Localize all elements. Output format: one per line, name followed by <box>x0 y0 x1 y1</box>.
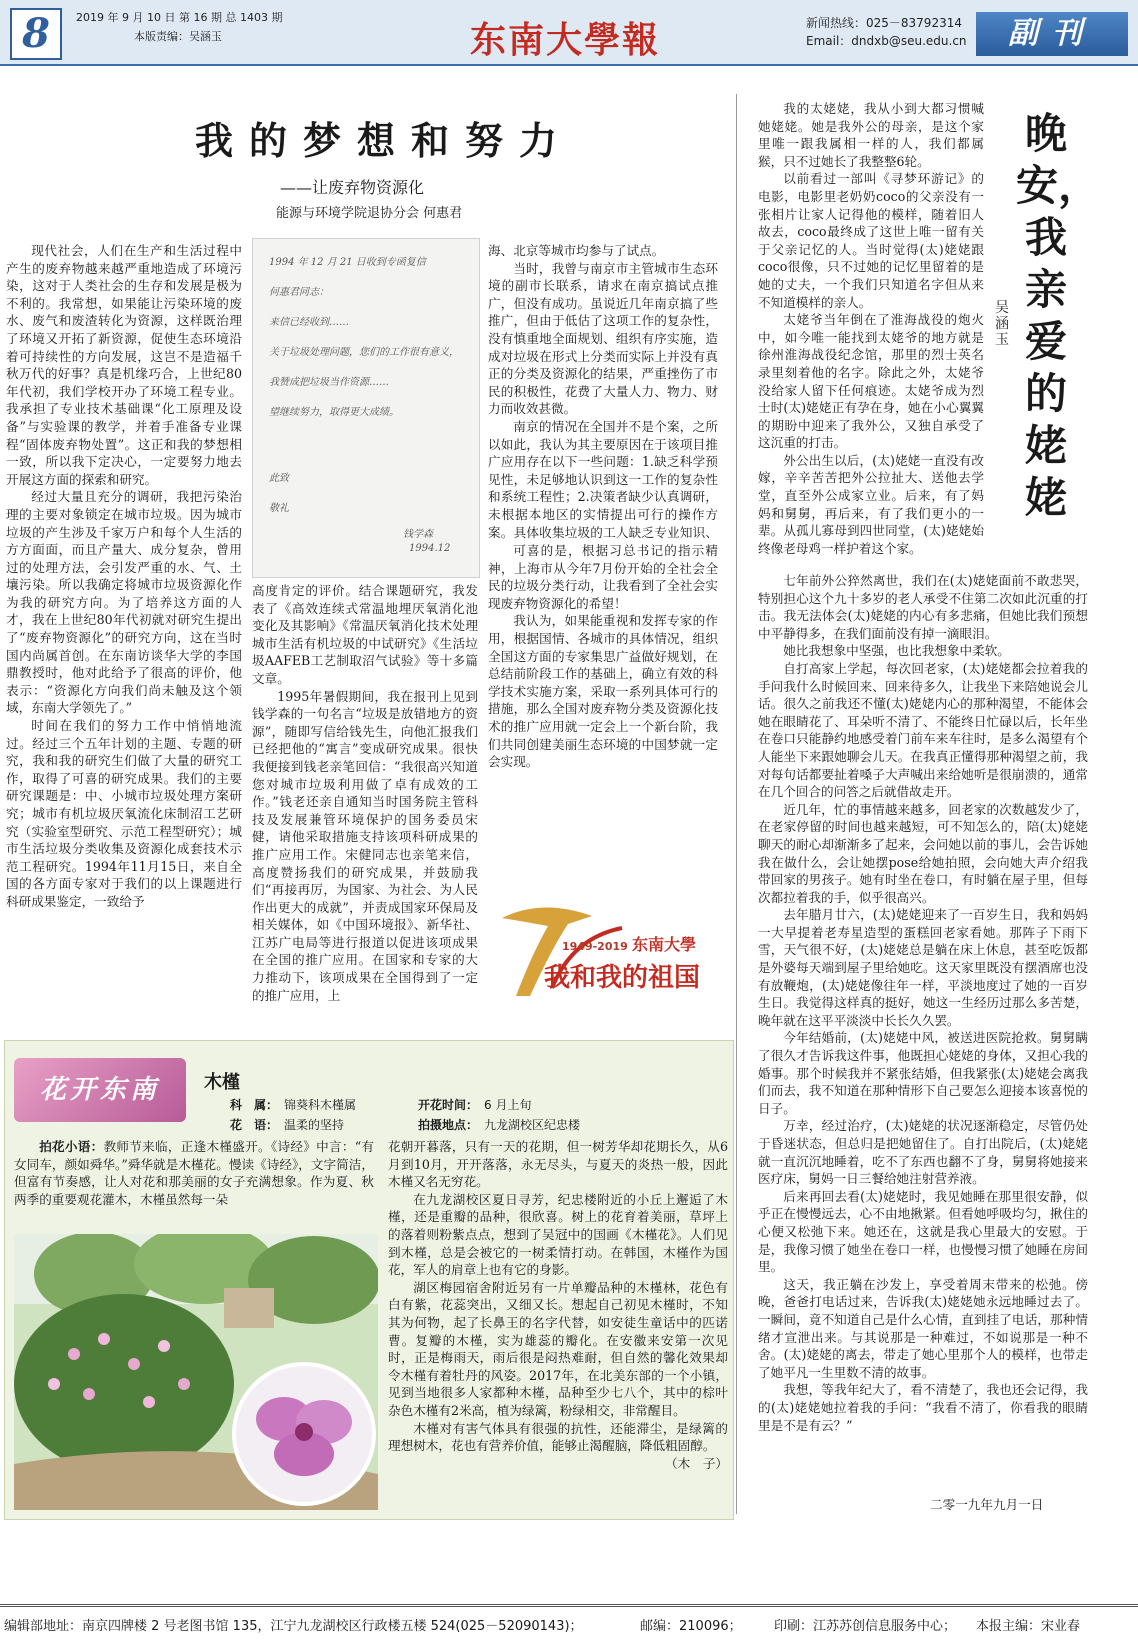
letter-line: 此致 <box>269 473 289 484</box>
paragraph: 现代社会，人们在生产和生活过程中产生的废弃物越来越严重地造成了环境污染，这对于人类社会的生存和发展是极为不利的。我常想，如果能让污染环境的废水、废气和废渣转化为资源，这样既治理了环境又开拓了新资源，促使生态环境沿着可持续性的方向发展，这岂不是造福千秋万代的好事？真是机缘巧合，上世纪80年代初，我们学校开办了环境工程专业。我承担了专业技术基础课“化工原理及设备”与实验课的教学，并着手准备专业课程“固体废弃物处置”。这正和我的梦想相一致，所以我下定决心，一定要努力地去开展这方面的探索和研究。 <box>6 243 242 487</box>
paragraph: 南京的情况在全国并不是个案，之所以如此，我认为其主要原因在于该项目推广应用存在以下一些问题：1.缺乏科学预见性，未足够地认识到这一工作的复杂性和系统工程性；2.决策者缺少认真调研，未根据本地区的实情提出可行的操作方案。具体收集垃圾的工人缺乏专业知识、 <box>488 418 718 540</box>
paragraph: 以前看过一部叫《寻梦环游记》的电影，电影里老奶奶coco的父亲没有一张相片让家人记得他的模样，随着旧人故去，coco最终成了这世上唯一留有关于父亲记忆的人。当时觉得(太)姥姥跟coco很像，只不过她的记忆里留着的是她的丈夫，一个我们只知道名字但从来不知道模样的亲人。 <box>758 171 984 310</box>
page-editor: 本版责编：吴涵玉 <box>134 30 222 43</box>
newspaper-logo: 东南大學報 <box>470 19 661 61</box>
paragraph: 高度肯定的评价。结合课题研究，我发表了《高效连续式常温地埋厌氧消化池变化及其影响》《常温厌氧消化技术处理城市生活有机垃圾的中试研究》《生活垃圾AAFEB工艺制取沼气试验》等十多篇文章。 <box>252 583 478 686</box>
paragraph: 我认为，如果能重视和发挥专家的作用，根据国情、各城市的具体情况，组织全国这方面的专家集思广益做好规划，在总结前阶段工作的基础上，确立有效的科学技术实施方案，采取一系列具体可行的措施，那么全国对废弃物分类及资源化技术的推广应用就一定会上一个新台阶，我们共同创建美丽生态环境的中国梦就一定会实现。 <box>488 613 718 770</box>
letter-line: 敬礼 <box>269 503 289 514</box>
letter-line: 望继续努力，取得更大成绩。 <box>269 407 399 418</box>
total-issue: 总 1403 期 <box>225 11 283 24</box>
letter-signature: 钱学森 <box>403 529 433 540</box>
flower-author: （木 子） <box>665 1455 728 1471</box>
chief-editor: 本报主编：宋业春 <box>976 1619 1081 1634</box>
paragraph: 经过大量且充分的调研，我把污染治理的主要对象锁定在城市垃圾。因为城市垃圾的产生涉及千家万户和每个人生活的方方面面，而且产量大、成分复杂，曾用过的处理方法，会引发严重的水、气、土壤污染。所以我确定将城市垃圾资源化作为我的研究方向。为了培养这方面的人才，我在上世纪80年代初就对研究生提出了“废弃物资源化”的研究方向，这在当时国内尚属首创。在东南访谈华大学的李国鼎教授时，他对此给予了很高的评价，他表示：“资源化方向我们尚未触及这个领域，东南大学领先了。” <box>6 489 242 716</box>
right-article-column-2 <box>758 572 1088 1492</box>
paragraph: 七年前外公猝然离世，我们在(太)姥姥面前不敢悲哭，特别担心这个九十多岁的老人承受不住第二次如此沉重的打击。我无法体会(太)姥姥的内心有多悲痛，但她比我们预想中平静得多，在我们面前没有掉一滴眼泪。 <box>758 573 1088 641</box>
article-column-3-continued <box>488 542 718 872</box>
paragraph: 这天，我正躺在沙发上，享受着周末带来的松弛。傍晚，爸爸打电话过来，告诉我(太)姥姥她永远地睡过去了。一瞬间，竟不知道自己是什么心情，直到挂了电话，那种情绪才宣泄出来。与其说那是一种难过，不如说那是一种不舍。(太)姥姥的离去，带走了她心里那个人的模样，也带走了她平凡一生里数不清的故事。 <box>758 1276 1088 1380</box>
section-badge: 副刊 <box>976 12 1128 56</box>
paragraph: 花朝开暮落，只有一天的花期，但一树芳华却花期长久，从6月到10月，开开落落，永无尽头，与夏天的炎热一般，因此木槿又名无穷花。 <box>388 1139 728 1190</box>
right-article-title: 晚安，我亲爱的姥姥 <box>1016 109 1101 522</box>
handwritten-letter-image <box>252 238 480 578</box>
tip-label: 拍花小语： <box>39 1139 104 1154</box>
flower-family: 科 属： 锦葵科木槿属 <box>230 1098 357 1112</box>
letter-line: 我赞成把垃圾当作资源…… <box>269 377 389 388</box>
paragraph: 太姥爷当年倒在了淮海战役的炮火中，如今唯一能找到太姥爷的地方就是徐州淮海战役纪念馆，那里的烈士英名录里刻着他的名字。除此之外，太姥爷没给家人留下任何痕迹。太姥爷成为烈士时(太)姥姥正有孕在身，她在小心翼翼的期盼中迎来了我外公，又独自承受了这沉重的打击。 <box>758 312 984 451</box>
editorial-address: 编辑部地址：南京四牌楼 2 号老图书馆 135，江宁九龙湖校区行政楼五楼 524(025－52090143)； <box>4 1619 583 1634</box>
paragraph: 湖区梅园宿舍附近另有一片单瓣品种的木槿林，花色有白有紫，花蕊突出，又细又长。想起自己初见木槿时，不知其为何物，起了长鼻王的名字代替，如安徒生童话中的匹诺曹。复瓣的木槿，实为雄蕊的瓣化。在安徽来安第一次见时，正是梅雨天，雨后很是闷热难耐，但自然的馨化效果却令木槿有着牡丹的风姿。2017年，在北美东部的一个小镇，见到当地很多人家都种木槿，品种至少七八个，其中的棕叶杂色木槿有2米高，植为绿篱，粉绿相交，非常醒目。 <box>388 1279 728 1418</box>
paragraph: 自打高家上学起，每次回老家，(太)姥姥都会拉着我的手问我什么时候回来、回来待多久，让我坐下来陪她说会儿话。很久之前我还不懂(太)姥姥内心的那种渴望，不能体会她在眼睛花了、耳朵听不清了、不能终日忙碌以后，长年坐在卷口只能静约地感受着门前车来车往时，是多么渴望有个人能坐下来跟她聊会儿天。在我真正懂得那种渴望之前，我对每句话都要扯着嗓子大声喊出来给她听是很崩溃的，通常在几个回合的问答之后就借故走开。 <box>758 660 1088 800</box>
paragraph: 近几年，忙的事情越来越多，回老家的次数越发少了，在老家停留的时间也越来越短，可不知怎么的，陪(太)姥姥聊天的耐心却渐渐多了起来，会问她以前的事儿，会告诉她我在做什么，会让她摆pose给她拍照，会向她大声介绍我带回家的男孩子。她有时坐在卷口，有时躺在屋子里，但每次都拉着我的手，似乎很高兴。 <box>758 801 1088 905</box>
paragraph: 外公出生以后，(太)姥姥一直没有改嫁，辛辛苦苦把外公拉扯大、送他去学堂，直至外公成家立业。后来，有了妈妈和舅舅，再后来，有了我们更小的一辈。从孤儿寡母到四世同堂，(太)姥姥始终像老母鸡一样护着这个家。 <box>758 452 984 556</box>
article-title: 我的梦想和努力 <box>194 118 573 163</box>
anniversary-years: 1949-2019 <box>562 940 628 953</box>
postcode: 邮编：210096； <box>640 1619 742 1634</box>
right-article-column-1 <box>758 100 984 570</box>
letter-line: 关于垃圾处理问题，您们的工作很有意义， <box>269 347 459 358</box>
right-article-date: 二零一九年九月一日 <box>930 1497 1044 1512</box>
flower-tip <box>14 1138 374 1228</box>
paragraph: 去年腊月廿六，(太)姥姥迎来了一百岁生日，我和妈妈一大早提着老寿星造型的蛋糕回老家看她。那阵子下雨下雪，天气很不好，(太)姥姥总是躺在床上休息，甚至吃饭都是外婆每天端到屋子里给她吃。这天家里既没有摆酒席也没有放鞭炮，(太)姥姥像往年一样，平淡地度过了她的一百岁生日。我觉得这样真的挺好，她这一生经历过那么多苦楚，晚年就在这平平淡淡中长长久久罢。 <box>758 907 1088 1028</box>
paragraph: 木槿对有害气体具有很强的抗性，还能滞尘，是绿篱的理想树木，花也有营养价值，能够止渴醒脑，降低粗固醇。 （木 子） <box>388 1420 728 1471</box>
contact-email: Email：dndxb@seu.edu.cn <box>806 34 967 48</box>
paragraph: 她比我想象中坚强，也比我想象中柔软。 <box>783 643 1010 659</box>
footer <box>0 1604 1138 1640</box>
paragraph: 今年结婚前，(太)姥姥中风，被送进医院抢救。舅舅瞒了很久才告诉我这件事，他既担心姥姥的身体，又担心我的婚事。那个时候我并不紧张结婚，但我紧张(太)姥姥会离我们而去，我不知道在那种情形下自己要怎么迎接本该喜悦的日子。 <box>758 1030 1088 1116</box>
printer: 印刷：江苏苏创信息服务中心； <box>774 1619 957 1634</box>
paragraph: 后来再回去看(太)姥姥时，我见她睡在那里很安静，似乎正在慢慢远去，心不由地揪紧。但看她呼吸均匀，揪住的心便又松弛下来。她还在，这就是我心里最大的安慰。于是，我像习惯了她坐在卷口一样，也慢慢习惯了她睡在房间里。 <box>758 1188 1088 1275</box>
tip-text: 教师节来临，正逢木槿盛开。《诗经》中言：“有女同车，颜如舜华。”舜华就是木槿花。慢读《诗经》，文字简洁，但富有节奏感，让人对花和那美丽的女子充满想象。作为夏、秋两季的重要观花灌木，木槿虽然每一朵 <box>14 1139 374 1207</box>
letter-line: 来信已经收到…… <box>269 317 349 328</box>
flower-article-text <box>388 1138 728 1508</box>
anniversary-logo <box>482 888 718 1008</box>
anniversary-slogan: 我和我的祖国 <box>544 963 701 993</box>
column-divider <box>736 94 737 1514</box>
article-byline: 能源与环境学院退协分会 何惠君 <box>276 206 463 221</box>
letter-line: 何惠君同志： <box>269 287 329 298</box>
flower-photo-place: 拍摄地点： 九龙湖校区纪忠楼 <box>418 1118 581 1132</box>
letter-date: 1994.12 <box>409 543 451 554</box>
news-hotline: 新闻热线：025－83792314 <box>806 16 962 30</box>
dateline <box>76 10 282 26</box>
article-column-3 <box>488 242 718 542</box>
paragraph: 可喜的是，根据习总书记的指示精神，上海市从今年7月份开始的全社会全民的垃圾分类行动，让我看到了全社会实现废弃物资源化的希望！ <box>488 543 718 611</box>
issue-date: 2019 年 9 月 10 日 <box>76 11 176 24</box>
paragraph: 我想，等我年纪大了，看不清楚了，我也还会记得，我的(太)姥姥她拉着我的手问：“我看不清了，你看我的眼睛里是不是有云？” <box>758 1382 1088 1433</box>
article-subtitle: ——让废弃物资源化 <box>280 178 425 197</box>
right-article-author: 吴涵玉 <box>995 300 1009 348</box>
paragraph: 我的太姥姥，我从小到大都习惯喊她姥姥。她是我外公的母亲，是这个家里唯一跟我属相一样的人，我们都属猴，只不过她长了我整整6轮。 <box>758 101 984 169</box>
paragraph: 时间在我们的努力工作中悄悄地流过。经过三个五年计划的主题、专题的研究，我和我的研究生们做了大量的研究工作，取得了可喜的研究成果。我们的主要研究课题是：中、小城市垃圾处理方案研究；城市有机垃圾厌氧流化床制沼工艺研究（实验室型研究、示范工程型研究）；城市生活垃圾分类收集及资源化成套技术示范工程研究。1994年11月15日，来自全国的各方面专家对于我们的以上课题进行科研成果鉴定，一致给予 <box>6 718 242 909</box>
page-number: 8 <box>10 8 62 60</box>
paragraph: 在九龙湖校区夏日寻芳，纪忠楼附近的小丘上邂逅了木槿，还是重瓣的品种，很欣喜。树上的花育着美丽，草坪上的落着则粉紫点点，想到了吴冠中的国画《木槿花》。人们见到木槿，总是会被它的一树柔情打动。在韩国，木槿作为国花，军人的肩章上也有它的身影。 <box>388 1191 728 1278</box>
flower-bloom-time: 开花时间： 6 月上旬 <box>418 1098 532 1112</box>
flower-language: 花 语： 温柔的坚持 <box>230 1118 345 1132</box>
issue-number: 第 16 期 <box>178 11 222 24</box>
paragraph: 海、北京等城市均参与了试点。 <box>488 243 665 258</box>
hibiscus-photo <box>14 1234 378 1510</box>
article-column-2 <box>252 582 478 1026</box>
article-column-1 <box>6 242 242 1026</box>
anniversary-brand: 东南大學 <box>632 935 697 954</box>
paragraph: 当时，我曾与南京市主管城市生态环境的副市长联系，请求在南京搞试点推广，但没有成功。虽说近几年南京搞了些推广，但由于低估了这项工作的复杂性，没有慎重地全面规划、组织有序实施，造成对垃圾在形式上分类而实际上并没有真正的分类及资源化的结果，严重挫伤了市民的积极性，花费了大量人力、物力、财力而收效甚微。 <box>488 260 718 417</box>
flower-name: 木槿 <box>204 1072 240 1093</box>
flower-column-badge: 花开东南 <box>14 1058 186 1122</box>
paragraph: 1995年暑假期间，我在报刊上见到钱学森的一句名言“垃圾是放错地方的资源”，随即写信给钱先生，向他汇报我们已经把他的“寓言”变成研究成果。很快我便接到钱老亲笔回信：“我很高兴知道您对城市垃圾利用做了卓有成效的工作。”钱老还亲自通知当时国务院主管科技及发展兼管环境保护的国务委员宋健，请他采取措施支持该项科研成果的推广应用工作。宋健同志也亲笔来信，高度赞扬我们的研究成果，并鼓励我们“再接再厉，为国家、为社会、为人民作出更大的成就”，并责成国家环保局及相关媒体，如《中国环境报》、新华社、江苏广电局等进行报道以促进该项成果在全国的推广应用。在国家和专家的大力推动下，该项成果在全国得到了一定的推广应用，上 <box>252 688 478 1003</box>
letter-line: 1994 年 12 月 21 日收到专函复信 <box>269 257 426 268</box>
contact-info <box>806 14 967 50</box>
paragraph: 万幸，经过治疗，(太)姥姥的状况逐渐稳定，尽管仍处于昏迷状态，但总归是把她留住了。自打出院后，(太)姥姥就一直沉沉地睡着，吃不了东西也翻不了身，舅舅将她接来医疗床，舅妈一日三餐给她注射营养液。 <box>758 1118 1088 1187</box>
